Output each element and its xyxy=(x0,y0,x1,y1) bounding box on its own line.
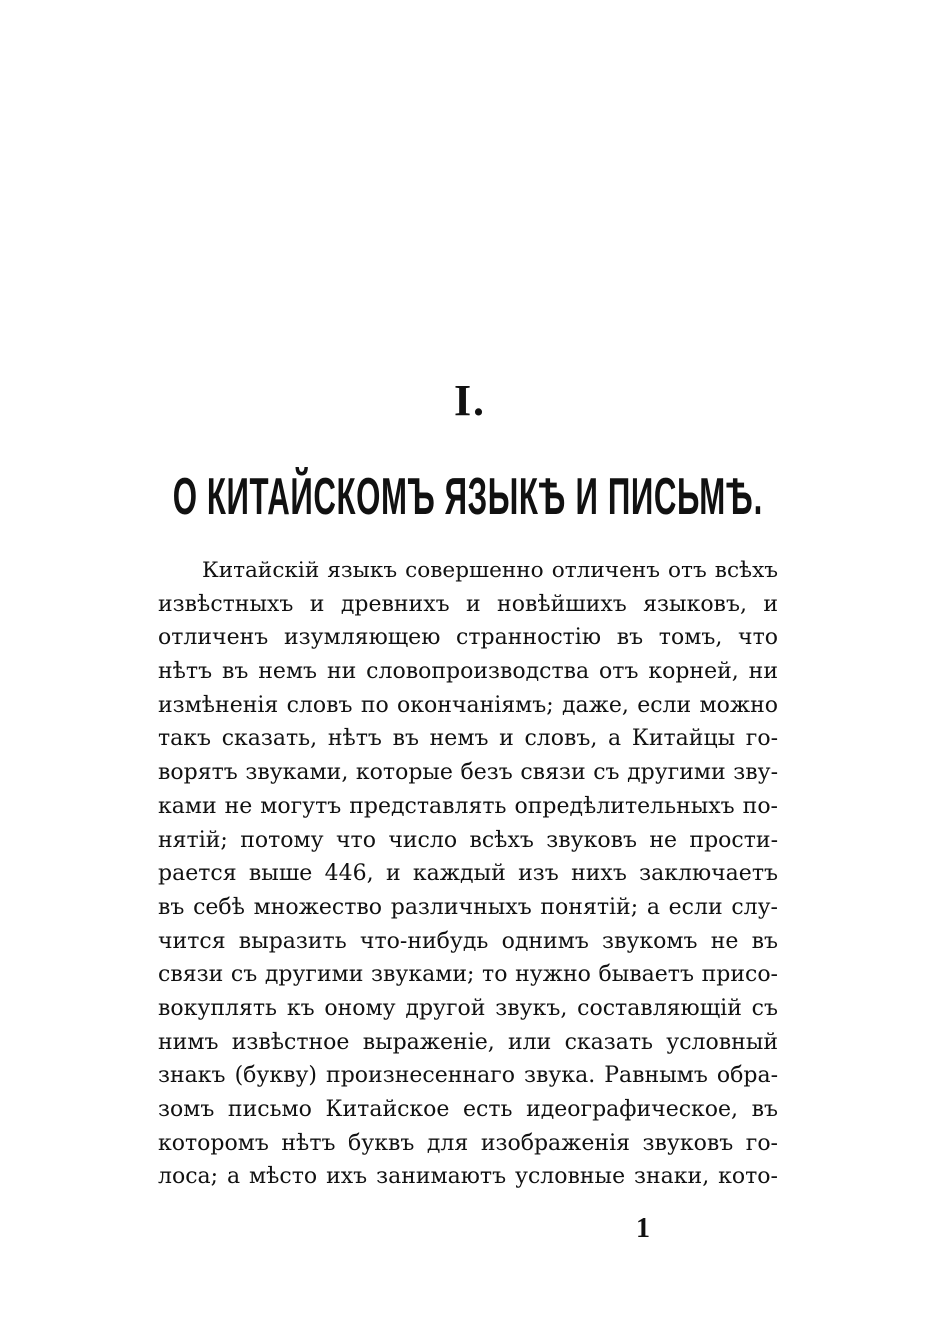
text-line: рается выше 446, и каждый изъ нихъ заключаетъ xyxy=(158,861,778,887)
text-line: связи съ другими звуками; то нужно бываетъ присо- xyxy=(158,962,778,988)
text-line: которомъ нѣтъ буквъ для изображенія звуковъ го- xyxy=(158,1130,778,1156)
page-number: 1 xyxy=(636,1213,650,1244)
text-line: въ себѣ множество различныхъ понятій; а если слу- xyxy=(158,894,778,920)
text-line: знакъ (букву) произнесеннаго звука. Равнымъ обра- xyxy=(158,1063,778,1089)
text-line: Китайскій языкъ совершенно отличенъ отъ всѣхъ xyxy=(202,558,778,583)
text-line: вокуплять къ оному другой звукъ, составляющій съ xyxy=(158,995,778,1021)
text-line: чится выразить что-нибудь однимъ звукомъ не въ xyxy=(158,928,778,954)
text-line: такъ сказать, нѣтъ въ немъ и словъ, а Китайцы го- xyxy=(158,726,778,752)
text-line: нѣтъ въ немъ ни словопроизводства отъ корней, ни xyxy=(158,659,778,685)
text-line: отличенъ изумляющею странностію въ томъ, что xyxy=(158,625,778,651)
text-line: ворятъ звуками, которые безъ связи съ другими зву- xyxy=(158,760,778,786)
body-paragraph xyxy=(158,554,778,1194)
text-line: измѣненія словъ по окончаніямъ; даже, если можно xyxy=(158,692,778,718)
chapter-number: I. xyxy=(453,376,487,425)
text-line: лоса; а мѣсто ихъ занимаютъ условные знаки, кото- xyxy=(158,1164,778,1190)
text-line: нятій; потому что число всѣхъ звуковъ не прости- xyxy=(158,827,778,853)
text-line: извѣстныхъ и древнихъ и новѣйшихъ языковъ, и xyxy=(158,591,778,617)
chapter-title: О КИТАЙСКОМЪ ЯЗЫКѢ И ПИСЬМѢ. xyxy=(172,468,764,526)
text-line: нимъ извѣстное выраженіе, или сказать условный xyxy=(158,1029,778,1055)
text-line: зомъ письмо Китайское есть идеографическое, въ xyxy=(158,1097,778,1122)
text-line: ками не могутъ представлять опредѣлительныхъ по- xyxy=(158,793,778,819)
chapter-title-container xyxy=(0,466,936,528)
